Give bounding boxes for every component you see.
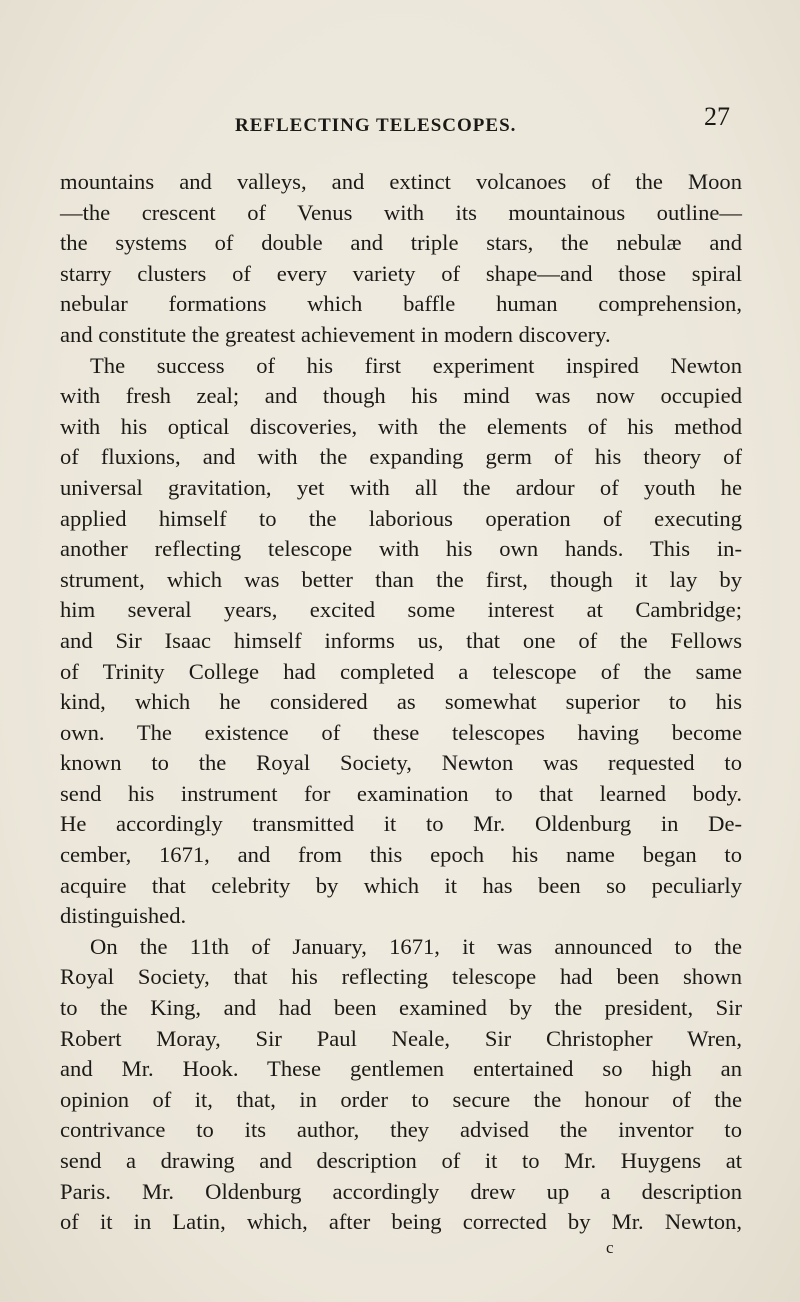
text-line: another reflecting telescope with his own hands. This in- [60, 536, 742, 562]
text-line: of it in Latin, which, after being corrected by Mr. Newton, [60, 1209, 742, 1235]
text-line: known to the Royal Society, Newton was requested to [60, 750, 742, 776]
text-line: acquire that celebrity by which it has been so peculiarly [60, 872, 742, 898]
text-line: Paris. Mr. Oldenburg accordingly drew up a description [60, 1178, 742, 1204]
text-line: send his instrument for examination to that learned body. [60, 780, 742, 806]
text-line: contrivance to its author, they advised the inventor to [60, 1117, 742, 1143]
text-line: own. The existence of these telescopes having become [60, 719, 742, 745]
text-line: kind, which he considered as somewhat superior to his [60, 689, 742, 715]
text-line: the systems of double and triple stars, the nebulæ and [60, 230, 742, 256]
text-line: him several years, excited some interest at Cambridge; [60, 597, 742, 623]
text-line: applied himself to the laborious operation of executing [60, 505, 742, 531]
text-line: mountains and valleys, and extinct volcanoes of the Moon [60, 169, 742, 194]
text-line: and constitute the greatest achievement in modern discovery. [60, 321, 611, 347]
text-line: of Trinity College had completed a telescope of the same [60, 658, 742, 684]
text-line: The success of his first experiment inspired Newton [90, 352, 742, 378]
text-line: opinion of it, that, in order to secure the honour of the [60, 1086, 742, 1112]
text-line: and Mr. Hook. These gentlemen entertained so high an [60, 1056, 742, 1082]
running-head: REFLECTING TELESCOPES. [235, 115, 517, 136]
text-line: strument, which was better than the first, though it lay by [60, 566, 742, 592]
text-line: —the crescent of Venus with its mountainous outline— [60, 199, 742, 225]
text-line: and Sir Isaac himself informs us, that one of the Fellows [60, 627, 742, 653]
page-number: 27 [704, 102, 730, 131]
text-line: Royal Society, that his reflecting telescope had been shown [60, 964, 742, 990]
text-line: cember, 1671, and from this epoch his name began to [60, 842, 742, 868]
body-text [60, 167, 742, 1238]
text-line: with fresh zeal; and though his mind was now occupied [60, 383, 742, 409]
text-line: with his optical discoveries, with the elements of his method [60, 413, 742, 439]
text-line: send a drawing and description of it to Mr. Huygens at [60, 1148, 742, 1173]
text-line: universal gravitation, yet with all the ardour of youth he [60, 474, 742, 500]
text-line: of fluxions, and with the expanding germ of his theory of [60, 444, 742, 470]
text-line: On the 11th of January, 1671, it was announced to the [90, 933, 742, 959]
text-line: to the King, and had been examined by the president, Sir [60, 995, 742, 1021]
text-line: Robert Moray, Sir Paul Neale, Sir Christopher Wren, [60, 1025, 742, 1051]
text-line: He accordingly transmitted it to Mr. Oldenburg in De- [60, 811, 742, 837]
text-line: starry clusters of every variety of shape—and those spiral [60, 260, 742, 286]
text-line: distinguished. [60, 903, 187, 929]
text-line: nebular formations which baffle human comprehension, [60, 291, 742, 317]
signature-mark: c [606, 1238, 614, 1257]
